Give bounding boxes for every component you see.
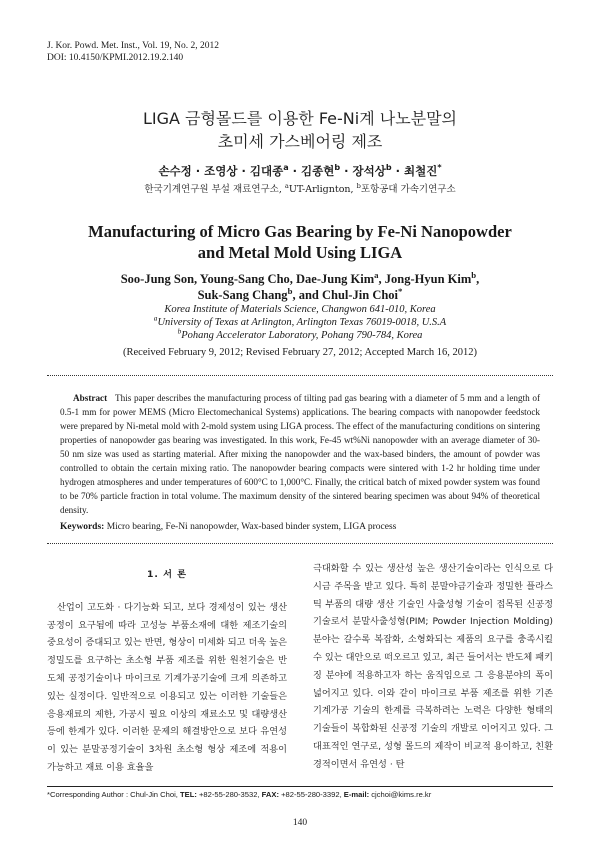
author-separator: · bbox=[288, 164, 302, 178]
author-superscript: a bbox=[374, 269, 379, 280]
author-separator: · bbox=[391, 164, 404, 178]
author-separator: · bbox=[340, 164, 353, 178]
korean-author: 김대종 bbox=[249, 164, 284, 178]
body-paragraph: 산업이 고도화 · 다기능화 되고, 보다 경제성이 있는 생산 공정이 요구됨에 따라 고성능 부품소재에 대한 제조기술의 중요성이 증대되고 있는 반면, 형상이 미세화 되고 더욱 높은 정밀도를 요구하는 초소형 부품 제조를 위한 원천기술은 반도체 공정기술이나 마이크로 기계가공기술에 크게 의존하고 있는 실정이다. 일반적으로 이용되고 있는 이러한 기술들은 응용재료의 제한, 가공시 필요 이상의 재료소모 및 대량생산 등에 한계가 있다. 이러한 문제의 해결방안으로 보다 유연성이 있는 분말공정기술이 3차원 초소형 형상 제조에 적용이 가능하고 재료 이용 효율을 bbox=[47, 601, 287, 773]
author-names: , Jong-Hyun Kim bbox=[378, 272, 472, 286]
body-paragraph: 극대화할 수 있는 생산성 높은 생산기술이라는 인식으로 다시금 주목을 받고 있다. 특히 분말야금기술과 정밀한 플라스틱 부품의 대량 생산 기술인 사출성형 기술이 접목된 신공정 기술로서 분말사출성형(PIM; Powder Injection Molding) 분야는 갈수록 복잡화, 소형화되는 제품의 요구를 충족시킬 수 있는 대안으로 떠오르고 있고, 최근 들어서는 반도체 패키징 분야에 적용하고자 하는 움직임으로 그 응용분야의 폭이 넓어지고 있다. 이와 같이 마이크로 부품 제조를 위한 기존 기계가공 기술의 한계를 극복하려는 노력은 다양한 형태의 기술들이 복합화된 신공정 기술의 개발로 이어지고 있다. 그 대표적인 연구로, 성형 몰드의 제작이 비교적 용이하고, 친환경적이면서 유연성 · 탄 bbox=[313, 563, 553, 770]
author-superscript: b bbox=[334, 163, 341, 173]
author-separator: · bbox=[237, 164, 250, 178]
english-authors-line1 bbox=[0, 271, 600, 287]
author-names: , bbox=[476, 272, 480, 286]
affiliation-line bbox=[0, 326, 600, 342]
author-superscript: b bbox=[385, 163, 392, 173]
affiliation-superscript: a bbox=[153, 313, 158, 323]
abstract bbox=[60, 391, 540, 517]
keywords bbox=[60, 521, 540, 534]
divider-top bbox=[47, 375, 553, 376]
abstract-label: Abstract bbox=[73, 393, 108, 403]
page-number: 140 bbox=[292, 818, 308, 828]
author-names: Soo-Jung Son, Young-Sang Cho, Dae-Jung Kim bbox=[120, 272, 375, 286]
affiliation-text: Pohang Accelerator Laboratory, Pohang 790-784, Korea bbox=[181, 330, 423, 342]
footnote-tel: +82-55-280-3532, bbox=[198, 790, 262, 799]
affiliation-text: 포항공대 가속기연구소 bbox=[360, 184, 456, 195]
author-superscript: * bbox=[437, 163, 442, 173]
affiliation-text: 한국기계연구원 부설 재료연구소, bbox=[144, 184, 285, 195]
author-superscript: b bbox=[471, 269, 477, 280]
received-dates: (Received February 9, 2012; Revised February 27, 2012; Accepted March 16, 2012) bbox=[123, 347, 477, 358]
section-title: 1. 서 론 bbox=[146, 569, 188, 580]
doi: DOI: 10.4150/KPMI.2012.19.2.140 bbox=[47, 53, 184, 63]
footnote-email: cjchoi@kims.re.kr bbox=[371, 790, 432, 799]
footnote-label: *Corresponding Author : bbox=[47, 790, 131, 799]
korean-authors bbox=[0, 164, 600, 179]
author-superscript: a bbox=[283, 163, 289, 173]
english-title-line2: and Metal Mold Using LIGA bbox=[197, 243, 403, 262]
korean-title bbox=[0, 107, 600, 153]
korean-author: 장석상 bbox=[352, 164, 386, 178]
author-superscript: * bbox=[398, 285, 403, 296]
corresponding-author-footnote bbox=[47, 790, 431, 800]
keywords-label: Keywords: bbox=[60, 522, 105, 532]
affiliation-text: University of Texas at Arlington, Arlington Texas 76019-0018, U.S.A bbox=[157, 317, 447, 329]
affiliation-text: UT-Arlignton, bbox=[288, 184, 357, 195]
body-column-right bbox=[313, 560, 553, 774]
affiliation-superscript: b bbox=[356, 181, 361, 190]
footnote-author: Chul-Jin Choi, bbox=[130, 790, 180, 799]
affiliation-line bbox=[0, 303, 600, 316]
journal-citation-block bbox=[47, 40, 219, 64]
english-authors-line2 bbox=[0, 287, 600, 303]
footnote-email-label: E-mail: bbox=[343, 790, 372, 799]
body-column-left bbox=[47, 560, 287, 777]
author-superscript: b bbox=[287, 285, 293, 296]
author-separator: · bbox=[191, 164, 205, 178]
korean-affiliation bbox=[0, 183, 600, 196]
korean-author: 최철진 bbox=[404, 164, 438, 178]
english-title bbox=[0, 221, 600, 263]
affiliation-line bbox=[0, 313, 600, 329]
korean-author: 김종현 bbox=[301, 164, 335, 178]
abstract-text: This paper describes the manufacturing process of tilting pad gas bearing with a diameter of 5 mm and a length of 0.5-1 mm for power MEMS (Micro Electomechanical Systems) applications. The bearing compacts with nanopowder feedstock were prepared by Ni-metal mold with 2-mold system using LIGA process. The effect of the manufacturing conditions on sintering properties of nanopowder gas bearing was investigated. In this work, Fe-45 wt%Ni nanopowder with an average diameter of 30-50 nm size was used as starting material. After mixing the nanopowder and the wax-based binders, the amount of powder was controlled to obtain the certain mixing ratio. The nanopowder bearing compacts were sintered with 1-2 hr holding time under hydrogen atmospheres and under temperatures of 600°C to 1,000°C. Finally, the critical batch of mixed powder system was found to be 70% particle fraction in total volume. The maximum density of the sintered bearing specimen was about 94% of theoretical density. bbox=[60, 393, 540, 515]
journal-citation: J. Kor. Powd. Met. Inst., Vol. 19, No. 2, 2012 bbox=[47, 41, 219, 51]
affiliation-text: Korea Institute of Materials Science, Changwon 641-010, Korea bbox=[164, 304, 436, 315]
english-title-line1: Manufacturing of Micro Gas Bearing by Fe-Ni Nanopowder bbox=[88, 222, 512, 241]
korean-title-line1: LIGA 금형몰드를 이용한 Fe-Ni계 나노분말의 bbox=[142, 109, 458, 128]
divider-bottom bbox=[47, 543, 553, 544]
affiliation-superscript: b bbox=[177, 326, 182, 336]
footnote-fax-label: FAX: bbox=[261, 790, 282, 799]
korean-author: 조영상 bbox=[204, 164, 238, 178]
footnote-fax: +82-55-280-3392, bbox=[281, 790, 344, 799]
english-authors bbox=[0, 271, 600, 303]
footnote-tel-label: TEL: bbox=[179, 790, 199, 799]
affiliation-superscript: a bbox=[284, 181, 289, 190]
author-names: , and Chul-Jin Choi bbox=[292, 288, 399, 302]
keywords-text: Micro bearing, Fe-Ni nanopowder, Wax-based binder system, LIGA process bbox=[106, 522, 397, 532]
korean-author: 손수정 bbox=[158, 164, 192, 178]
author-names: Suk-Sang Chang bbox=[197, 288, 288, 302]
footnote-divider bbox=[47, 786, 553, 787]
korean-title-line2: 초미세 가스베어링 제조 bbox=[217, 132, 383, 151]
english-affiliations bbox=[0, 303, 600, 343]
